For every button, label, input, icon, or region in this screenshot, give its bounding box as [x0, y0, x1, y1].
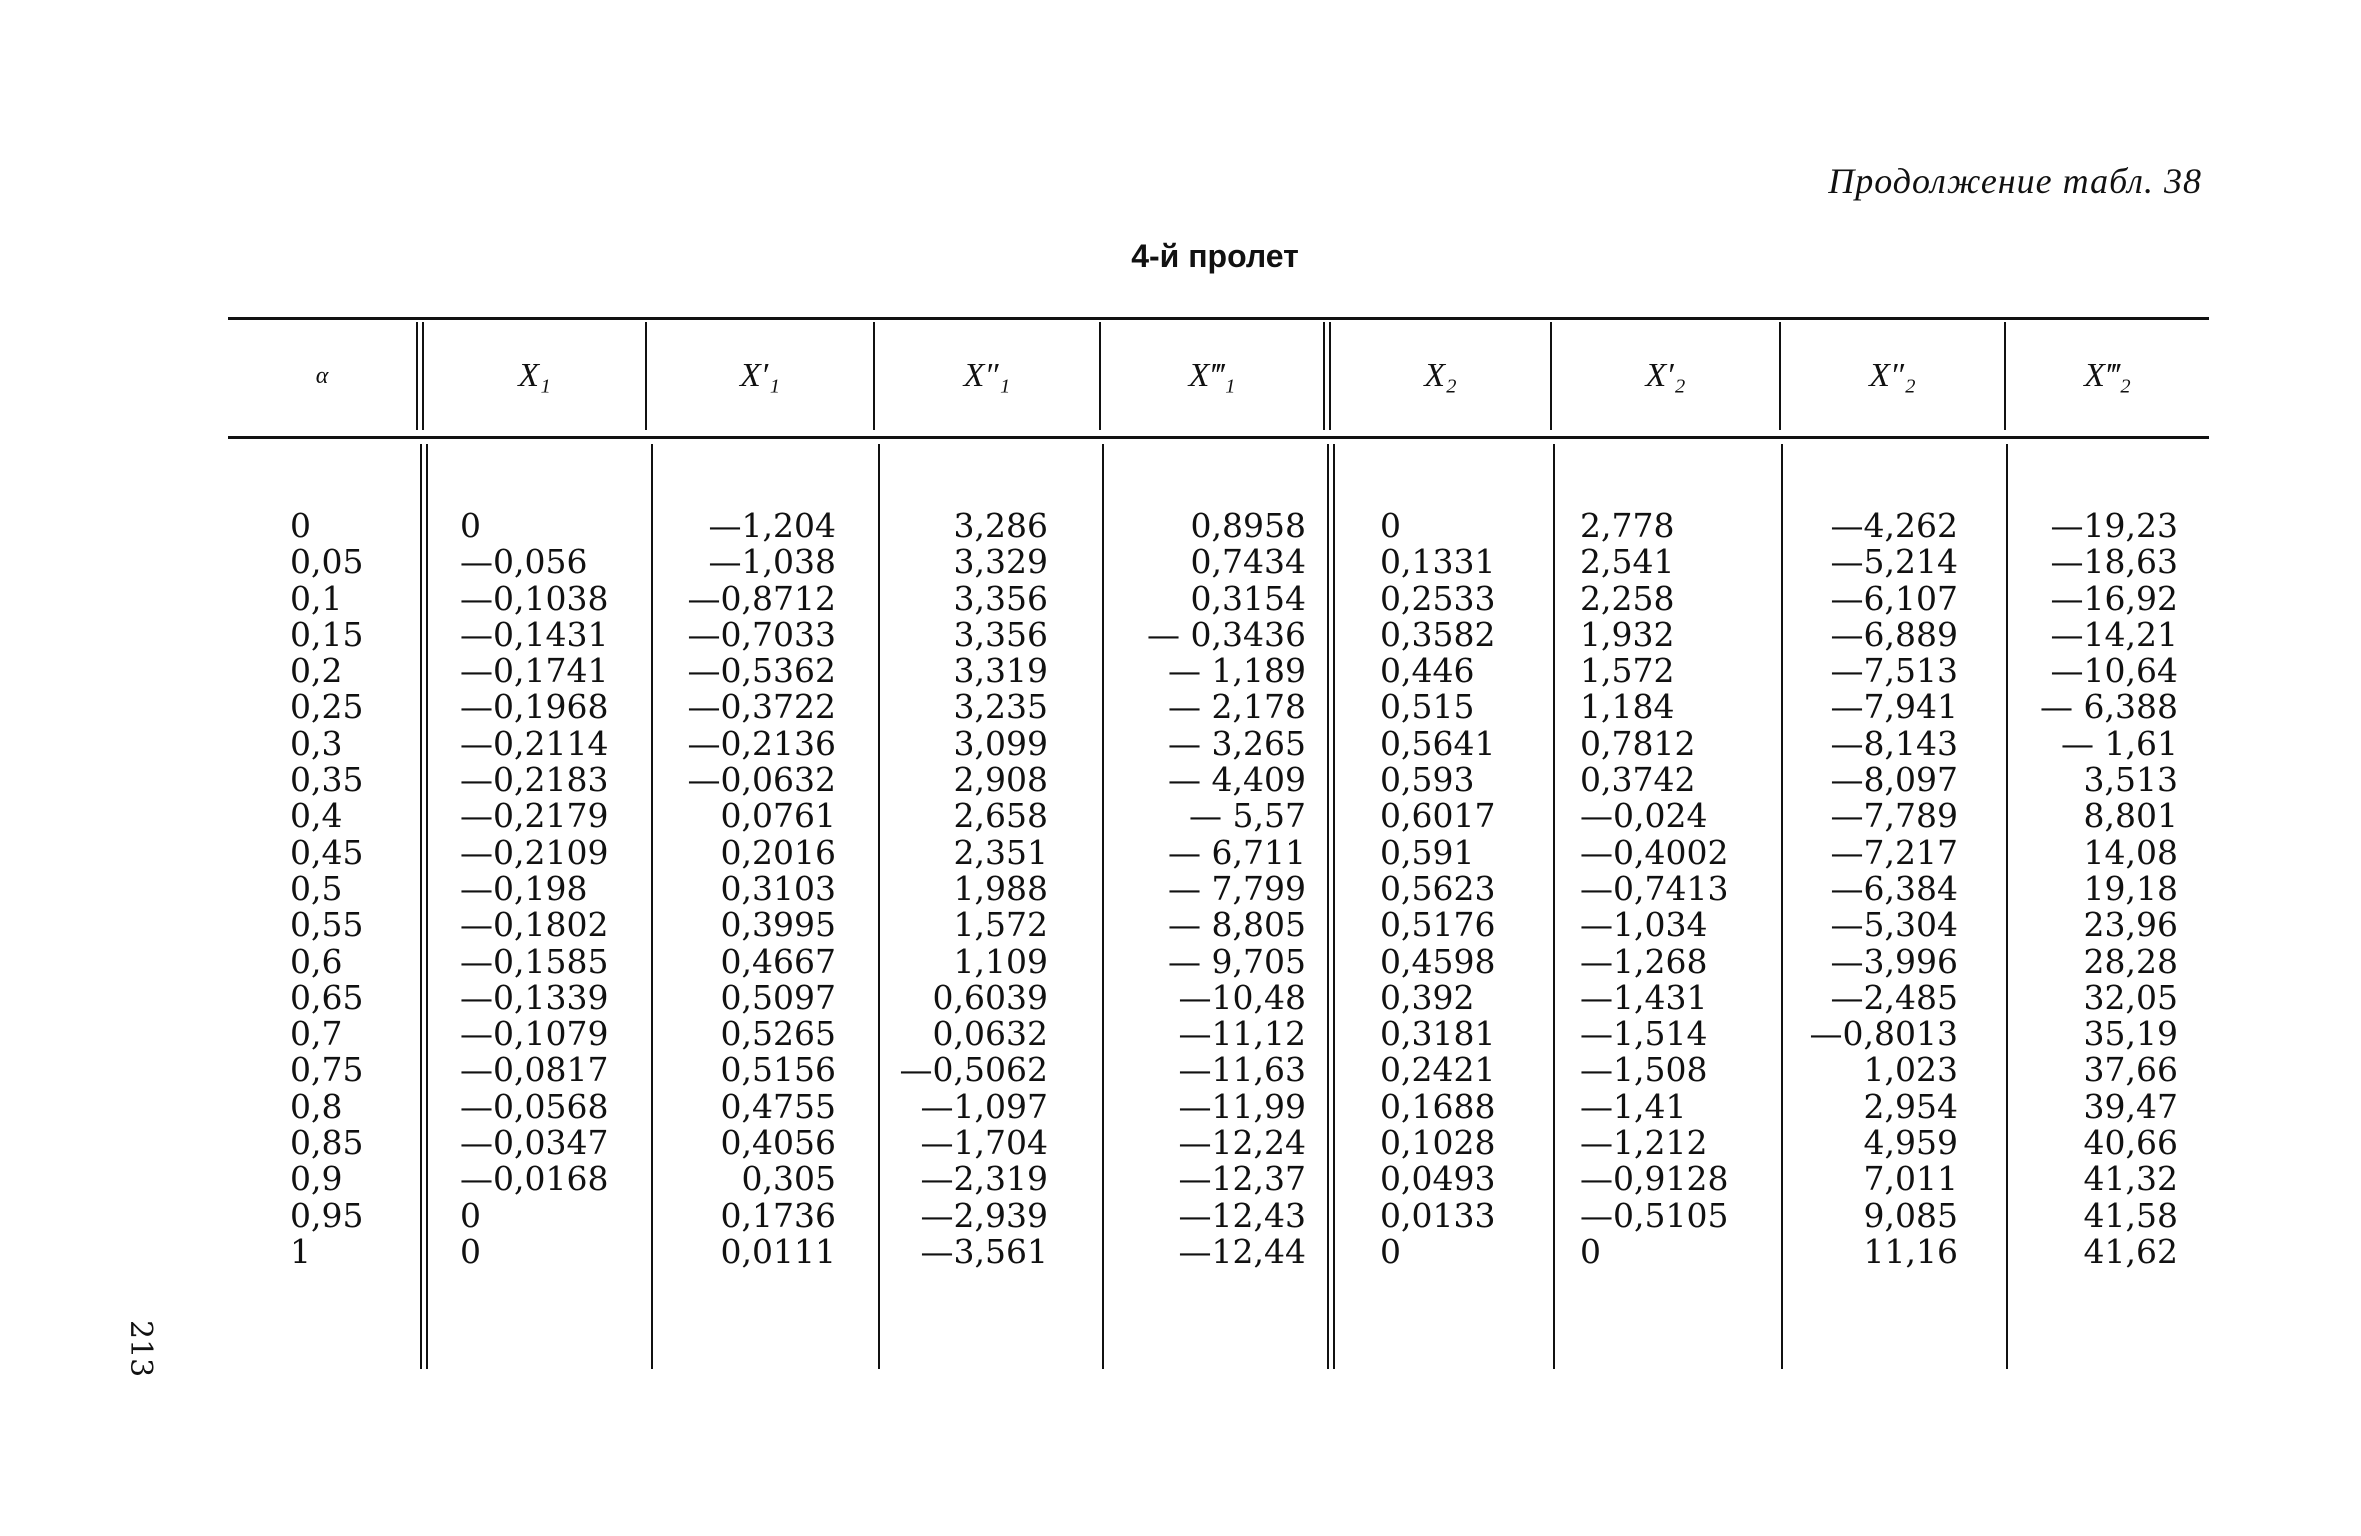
table-cell: —0,0632 [687, 760, 836, 800]
table-top-rule [228, 317, 2209, 320]
table-cell: —3,561 [920, 1231, 1048, 1271]
table-cell: —0,8712 [687, 578, 836, 618]
table-cell: — 6,711 [1168, 832, 1306, 872]
section-title: 4-й пролет [1131, 238, 1299, 274]
table-cell: 0,5623 [1380, 868, 1496, 908]
body-rule [1781, 444, 1783, 1369]
table-cell: —0,1968 [460, 687, 609, 727]
table-cell: 1,023 [1863, 1050, 1958, 1090]
table-cell: 0,65 [290, 977, 364, 1017]
table-cell: 37,66 [2083, 1050, 2178, 1090]
table-cell: —0,0817 [460, 1050, 609, 1090]
table-cell: —1,097 [920, 1086, 1048, 1126]
body-double-rule-b [426, 444, 428, 1369]
table-cell: 0,5097 [720, 977, 836, 1017]
table-cell: 0,05 [290, 542, 364, 582]
header-double-rule-a [1323, 322, 1325, 430]
table-cell: 4,959 [1863, 1123, 1958, 1163]
table-cell: —0,1079 [460, 1014, 609, 1054]
table-cell: —6,889 [1830, 614, 1958, 654]
column-x1-prime [660, 508, 836, 1270]
table-cell: 3,319 [953, 651, 1048, 691]
table-cell: — 2,178 [1168, 687, 1306, 727]
table-cell: —0,1802 [460, 905, 609, 945]
table-cell: 0,305 [741, 1159, 836, 1199]
table-cell: 23,96 [2083, 905, 2178, 945]
table-cell: 2,954 [1863, 1086, 1958, 1126]
table-continuation-caption: Продолжение табл. 38 [1828, 161, 2202, 201]
table-cell: —0,1038 [460, 578, 609, 618]
table-cell: 0,593 [1380, 760, 1475, 800]
table-cell: —2,319 [920, 1159, 1048, 1199]
table-cell: —1,514 [1580, 1014, 1708, 1054]
table-cell: 0,5 [290, 868, 343, 908]
table-cell: —12,43 [1178, 1195, 1306, 1235]
table-cell: 0,0493 [1380, 1159, 1496, 1199]
table-cell: 2,778 [1580, 506, 1675, 545]
table-cell: —6,107 [1830, 578, 1958, 618]
table-cell: 0,5156 [720, 1050, 836, 1090]
column-x1-double-prime [880, 508, 1048, 1270]
table-cell: 0,515 [1380, 687, 1475, 727]
table-cell: 0,0111 [720, 1231, 836, 1271]
table-cell: 0,2 [290, 651, 343, 691]
table-cell: —0,1431 [460, 614, 609, 654]
header-double-rule-a [416, 322, 418, 430]
table-cell: — 8,805 [1168, 905, 1306, 945]
table-cell: 0,5265 [720, 1014, 836, 1054]
table-cell: —0,9128 [1580, 1159, 1729, 1199]
table-cell: 0,5176 [1380, 905, 1496, 945]
table-cell: 0,3742 [1580, 760, 1696, 800]
table-cell: — 1,61 [2061, 723, 2178, 763]
table-cell: 0,4 [290, 796, 343, 836]
table-cell: 0,1736 [720, 1195, 836, 1235]
table-header-rule [228, 436, 2209, 439]
header-x2: X₂ [1424, 357, 1457, 394]
table-cell: 0,591 [1380, 832, 1475, 872]
header-x1: X₁ [518, 357, 551, 394]
table-cell: —0,1339 [460, 977, 609, 1017]
table-cell: —0,3722 [687, 687, 836, 727]
column-x2 [1380, 508, 1530, 1270]
table-cell: 0,9 [290, 1159, 343, 1199]
table-cell: 0,25 [290, 687, 364, 727]
table-cell: 0,95 [290, 1195, 364, 1235]
table-cell: 0,1688 [1380, 1086, 1496, 1126]
table-cell: — 5,57 [1189, 796, 1306, 836]
table-cell: 1,932 [1580, 614, 1675, 654]
table-cell: —7,513 [1830, 651, 1958, 691]
table-cell: — 0,3436 [1147, 614, 1306, 654]
table-cell: — 6,388 [2040, 687, 2178, 727]
table-cell: —4,262 [1830, 506, 1958, 545]
table-cell: —6,384 [1830, 868, 1958, 908]
table-cell: 0,0632 [932, 1014, 1048, 1054]
table-cell: 41,62 [2083, 1231, 2178, 1271]
table-cell: —14,21 [2050, 614, 2178, 654]
table-cell: 41,32 [2083, 1159, 2178, 1199]
body-rule [1102, 444, 1104, 1369]
table-cell: — 3,265 [1168, 723, 1306, 763]
table-cell: 0,2016 [720, 832, 836, 872]
table-cell: —1,431 [1580, 977, 1708, 1017]
table-cell: —0,8013 [1809, 1014, 1958, 1054]
table-cell: —5,214 [1830, 542, 1958, 582]
table-cell: —0,0168 [460, 1159, 609, 1199]
table-cell: 0,6 [290, 941, 343, 981]
table-cell: —8,097 [1830, 760, 1958, 800]
header-x1-double-prime: X″₁ [963, 357, 1011, 394]
table-cell: 3,286 [953, 506, 1048, 545]
table-cell: —0,7033 [687, 614, 836, 654]
table-cell: —11,12 [1178, 1014, 1306, 1054]
column-x2-double-prime [1790, 508, 1958, 1270]
table-cell: —2,485 [1830, 977, 1958, 1017]
table-cell: —1,704 [920, 1123, 1048, 1163]
header-x2-double-prime: X″₂ [1869, 357, 1916, 394]
table-cell: —0,2136 [687, 723, 836, 763]
table-cell: 8,801 [2083, 796, 2178, 836]
table-cell: 1,184 [1580, 687, 1675, 727]
table-cell: —3,996 [1830, 941, 1958, 981]
table-cell: —19,23 [2050, 506, 2178, 545]
table-cell: —0,2179 [460, 796, 609, 836]
table-cell: —8,143 [1830, 723, 1958, 763]
table-cell: 35,19 [2083, 1014, 2178, 1054]
table-cell: 0,1 [290, 578, 343, 618]
table-cell: —16,92 [2050, 578, 2178, 618]
table-cell: 0,7812 [1580, 723, 1696, 763]
table-cell: 14,08 [2083, 832, 2178, 872]
table-cell: 0,3154 [1190, 578, 1306, 618]
body-rule [651, 444, 653, 1369]
column-alpha [290, 508, 410, 1270]
table-cell: 19,18 [2083, 868, 2178, 908]
header-x1-triple-prime: X‴₁ [1188, 357, 1236, 394]
table-cell: 0 [1380, 506, 1401, 545]
table-cell: —0,056 [460, 542, 588, 582]
table-cell: —5,304 [1830, 905, 1958, 945]
table-cell: —1,204 [708, 506, 836, 545]
table-cell: 0,75 [290, 1050, 364, 1090]
table-cell: — 9,705 [1168, 941, 1306, 981]
table-cell: 39,47 [2083, 1086, 2178, 1126]
page-number: 213 [123, 1320, 158, 1378]
table-cell: —2,939 [920, 1195, 1048, 1235]
table-cell: 0,4667 [720, 941, 836, 981]
table-cell: 2,658 [953, 796, 1048, 836]
table-cell: —0,5362 [687, 651, 836, 691]
table-cell: —7,789 [1830, 796, 1958, 836]
table-cell: 0,7 [290, 1014, 343, 1054]
table-cell: —0,1585 [460, 941, 609, 981]
table-cell: 3,356 [953, 614, 1048, 654]
table-cell: —0,7413 [1580, 868, 1729, 908]
table-cell: 2,258 [1580, 578, 1675, 618]
table-cell: — 1,189 [1168, 651, 1306, 691]
column-x2-prime [1580, 508, 1750, 1270]
table-cell: —0,5062 [899, 1050, 1048, 1090]
table-cell: —0,0347 [460, 1123, 609, 1163]
table-cell: 0,4755 [720, 1086, 836, 1126]
table-cell: 41,58 [2083, 1195, 2178, 1235]
table-cell: 0,3995 [720, 905, 836, 945]
table-cell: 0,7434 [1190, 542, 1306, 582]
table-cell: 2,351 [953, 832, 1048, 872]
table-cell: —1,212 [1580, 1123, 1708, 1163]
table-cell: — 7,799 [1168, 868, 1306, 908]
table-cell: 0,2421 [1380, 1050, 1496, 1090]
table-cell: 0 [460, 1231, 481, 1271]
body-double-rule-b [1333, 444, 1335, 1369]
table-cell: 0,3582 [1380, 614, 1496, 654]
body-double-rule-a [1327, 444, 1329, 1369]
table-cell: 0,1028 [1380, 1123, 1496, 1163]
header-alpha: α [315, 362, 329, 389]
table-cell: —12,44 [1178, 1231, 1306, 1271]
table-cell: 1,572 [1580, 651, 1675, 691]
table-cell: —10,48 [1178, 977, 1306, 1017]
table-cell: 3,099 [953, 723, 1048, 763]
table-cell: 0,8 [290, 1086, 343, 1126]
table-cell: 0,2533 [1380, 578, 1496, 618]
table-cell: 0,35 [290, 760, 364, 800]
table-cell: 3,356 [953, 578, 1048, 618]
table-cell: —18,63 [2050, 542, 2178, 582]
table-cell: —1,41 [1580, 1086, 1687, 1126]
table-cell: —12,37 [1178, 1159, 1306, 1199]
table-cell: 9,085 [1863, 1195, 1958, 1235]
table-cell: 11,16 [1863, 1231, 1958, 1271]
table-cell: 0 [460, 1195, 481, 1235]
table-cell: —1,508 [1580, 1050, 1708, 1090]
table-cell: 0,6017 [1380, 796, 1496, 836]
header-x1-prime: X′₁ [739, 357, 781, 394]
table-cell: 1,109 [953, 941, 1048, 981]
table-cell: —10,64 [2050, 651, 2178, 691]
table-cell: —0,0568 [460, 1086, 609, 1126]
table-cell: —0,2183 [460, 760, 609, 800]
table-cell: 2,541 [1580, 542, 1675, 582]
body-rule [1553, 444, 1555, 1369]
table-cell: —1,038 [708, 542, 836, 582]
table-cell: —11,63 [1178, 1050, 1306, 1090]
column-x2-triple-prime [2010, 508, 2178, 1270]
table-cell: 0,85 [290, 1123, 364, 1163]
table-cell: —0,1741 [460, 651, 609, 691]
table-cell: —0,4002 [1580, 832, 1729, 872]
table-cell: 0,0761 [720, 796, 836, 836]
table-cell: 0,6039 [932, 977, 1048, 1017]
table-cell: 2,908 [953, 760, 1048, 800]
table-cell: 0 [290, 506, 311, 545]
table-cell: 0,392 [1380, 977, 1475, 1017]
table-cell: 1,988 [953, 868, 1048, 908]
table-cell: 0,3 [290, 723, 343, 763]
column-x1 [460, 508, 620, 1270]
column-x1-triple-prime [1110, 508, 1306, 1270]
table-cell: 0,55 [290, 905, 364, 945]
table-cell: —0,2109 [460, 832, 609, 872]
table-cell: —0,198 [460, 868, 588, 908]
table-cell: —1,034 [1580, 905, 1708, 945]
table-cell: 0,45 [290, 832, 364, 872]
table-cell: 0,15 [290, 614, 364, 654]
body-rule [2006, 444, 2008, 1369]
table-cell: 0 [1380, 1231, 1401, 1271]
table-cell: 3,329 [953, 542, 1048, 582]
table-cell: —0,5105 [1580, 1195, 1729, 1235]
table-cell: 32,05 [2083, 977, 2178, 1017]
table-cell: 28,28 [2083, 941, 2178, 981]
table-cell: 0,0133 [1380, 1195, 1496, 1235]
table-cell: 0,446 [1380, 651, 1475, 691]
table-cell: —11,99 [1178, 1086, 1306, 1126]
table-cell: —1,268 [1580, 941, 1708, 981]
table-cell: 1 [290, 1231, 311, 1271]
table-cell: 0,4056 [720, 1123, 836, 1163]
table-cell: 0,4598 [1380, 941, 1496, 981]
table-cell: — 4,409 [1168, 760, 1306, 800]
table-cell: —7,941 [1830, 687, 1958, 727]
table-cell: 0,1331 [1380, 542, 1496, 582]
table-cell: 0,3103 [720, 868, 836, 908]
table-cell: 3,235 [953, 687, 1048, 727]
table-cell: 0,8958 [1190, 506, 1306, 545]
body-double-rule-a [420, 444, 422, 1369]
table-cell: —7,217 [1830, 832, 1958, 872]
table-cell: 7,011 [1863, 1159, 1958, 1199]
table-cell: 0,5641 [1380, 723, 1496, 763]
table-cell: 0 [1580, 1231, 1601, 1271]
header-x2-prime: X′₂ [1645, 357, 1686, 394]
table-cell: —0,2114 [460, 723, 609, 763]
table-cell: 0 [460, 506, 481, 545]
table-cell: 40,66 [2083, 1123, 2178, 1163]
table-cell: —12,24 [1178, 1123, 1306, 1163]
header-x2-triple-prime: X‴₂ [2084, 357, 2131, 394]
table-cell: 1,572 [953, 905, 1048, 945]
table-cell: 0,3181 [1380, 1014, 1496, 1054]
table-cell: —0,024 [1580, 796, 1708, 836]
table-cell: 3,513 [2083, 760, 2178, 800]
